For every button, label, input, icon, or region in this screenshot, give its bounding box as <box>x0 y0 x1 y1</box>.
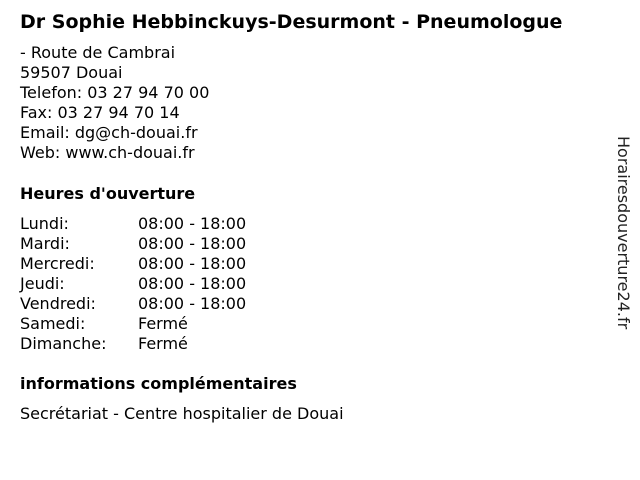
phone-number: Telefon: 03 27 94 70 00 <box>20 83 210 102</box>
hours-row-sunday <box>20 334 246 354</box>
day-label: Vendredi: <box>20 294 96 313</box>
opening-hours-heading: Heures d'ouverture <box>20 184 196 203</box>
day-label: Mercredi: <box>20 254 95 273</box>
hours-value: Fermé <box>138 334 188 353</box>
hours-value: 08:00 - 18:00 <box>138 214 247 233</box>
hours-value: 08:00 - 18:00 <box>138 294 247 313</box>
hours-value: Fermé <box>138 314 188 333</box>
hours-row-monday <box>20 214 246 234</box>
day-label: Lundi: <box>20 214 69 233</box>
hours-row-thursday <box>20 274 246 294</box>
site-watermark <box>612 136 634 374</box>
day-label: Dimanche: <box>20 334 107 353</box>
email-address: Email: dg@ch-douai.fr <box>20 123 198 142</box>
additional-info-text: Secrétariat - Centre hospitalier de Douai <box>20 404 344 423</box>
city-postcode: 59507 Douai <box>20 63 123 82</box>
contact-block <box>20 43 209 163</box>
page-title: Dr Sophie Hebbinckuys-Desurmont - Pneumologue <box>20 11 563 33</box>
hours-value: 08:00 - 18:00 <box>138 274 247 293</box>
fax-number: Fax: 03 27 94 70 14 <box>20 103 180 122</box>
day-label: Mardi: <box>20 234 70 253</box>
hours-row-wednesday <box>20 254 246 274</box>
watermark-text: Horairesdouverture24.fr <box>614 136 633 330</box>
opening-hours-table <box>20 214 246 354</box>
day-label: Samedi: <box>20 314 86 333</box>
street-address: - Route de Cambrai <box>20 43 176 62</box>
website-address: Web: www.ch-douai.fr <box>20 143 195 162</box>
hours-row-tuesday <box>20 234 246 254</box>
day-label: Jeudi: <box>20 274 65 293</box>
hours-value: 08:00 - 18:00 <box>138 254 247 273</box>
hours-row-saturday <box>20 314 246 334</box>
hours-value: 08:00 - 18:00 <box>138 234 247 253</box>
additional-info-heading: informations complémentaires <box>20 374 297 393</box>
hours-row-friday <box>20 294 246 314</box>
